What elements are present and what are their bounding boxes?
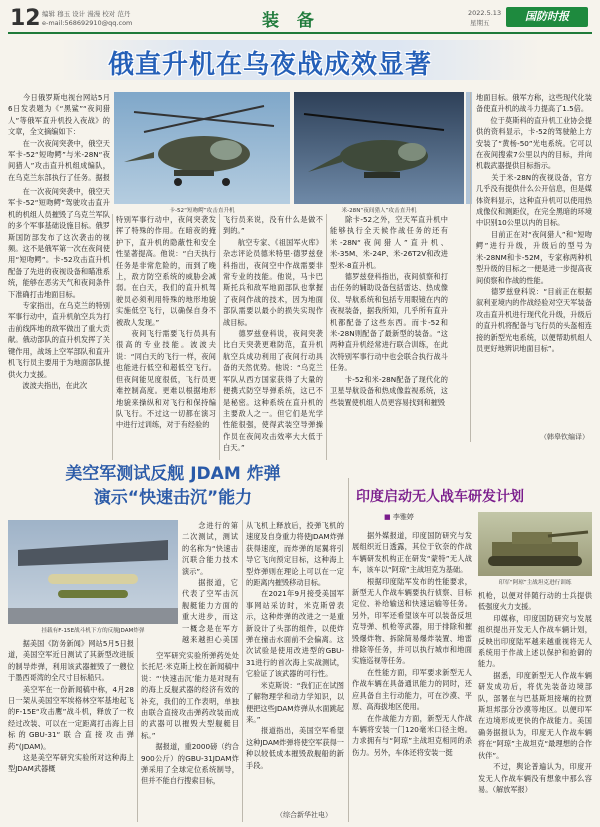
divider	[219, 214, 220, 460]
article3-byline	[384, 512, 414, 522]
ka52-photo	[114, 92, 290, 204]
page-number: 12	[10, 6, 41, 31]
divider	[242, 520, 243, 822]
issue-date: 2022.5.13	[468, 9, 502, 17]
jdam-photo	[8, 520, 178, 624]
editor-email: e-mail:568692910@qq.com	[42, 19, 133, 27]
paper-logo	[506, 7, 588, 27]
article2-col1: 据美国《防务新闻》网站5月5日报道，美国空军近日测试了其新型改进版的制导炸弹，利用该武器摧毁了一艘位于墨西哥湾的全尺寸目标船只。 美空军在一份新闻稿中称，4月28日一架从美国空军埃格林空军基地起飞的F-15E“攻击鹰”战斗机，释放了一枚经过改装、可以在一定距离打击海上目标的GBU-31“联合直接攻击弹药”(JDAM)。 这是美空军研究实验所对这种海上型JDAM武器概	[8, 639, 134, 774]
article2-title-line1: 美空军测试反舰 JDAM 炸弹	[65, 464, 281, 484]
article1-col5: 地面目标。俄军方称，这些现代化装备使直升机的战斗力提高了1.5倍。 位于莫斯科的直升机工业协会提供的资料显示，卡-52的驾驶舱上方安装了“黄杨-50”光电系统。它可以在夜间搜索7公里以内的目标，并向机载武器提供目标指示。 关于米-28N的夜视设备，官方几乎没有提供什么公开信息，但是媒体资料显示，这种直升机可以使用热成像仪和测距仪，在完全黑暗的环境中识别10公里以内的目标。 目前正在对“夜间猎人”和“短吻鳄”进行升级，升级后的型号为米-28NM和卡-52M，专家称两种机型升级的目标之一便是进一步提高夜间侦察和作战的性能。 德罗兹登科说：“目前正在根据叙利亚境内的作战经验对空天军装备攻击直升机进行现代化升级，升级后的直升机将配备与飞行员的头盔相连接的新型光电系统，以便帮助机组人员更好地辨识地面目标”。	[476, 93, 592, 353]
heli-photo-right	[466, 92, 472, 204]
divider	[470, 92, 471, 442]
article3-author: 李雅婷	[392, 513, 414, 521]
article2-col-top: 念进行的第二次测试，测试的名称为“快速击沉联合能力技术演示”。 据报道，它代表了空军击沉舰艇能力方面的重大进步，而这一概念是在军方越来越担心美国	[182, 521, 238, 645]
divider	[326, 214, 327, 460]
article1-credit: （韩皋钦编译）	[540, 433, 589, 441]
editor-line: 编辑 穆玉 设计 漫漫 校对 范丹	[42, 10, 131, 18]
byline-marker: ■	[384, 513, 391, 521]
article2-credit: （综合新华社电）	[276, 811, 332, 819]
helicopter-illustration-2	[294, 92, 464, 204]
header-rule	[8, 32, 592, 34]
article1-col3: 飞行员来说，没有什么是做不到的。” 航空专家、《祖国军火库》杂志评论员德米特里·德罗兹登科指出，夜间空中作战需要非常专业的技能。他说，马卡巴斯托兵和敌军地面部队也掌握了夜间作战的技术，因为地面部队需要以最小的损失实现作战目标。 德罗兹登科说，夜间突袭比白天突袭更难防范，直升机航空兵成功利用了夜间行动具备的天然优势。他说：“乌克兰军队从西方国家获得了大量的便携式防空导弹系统，这已不是秘密。这种系统在直升机的主要敌人之一。但它们是光学性能很强，使得武装空导弹操作员在夜间攻击效率大大低于白天。”	[223, 215, 323, 453]
article3-col2: 机枪，以便对伴随行动的士兵提供低强度火力支援。 印媒称，印度国防研究与发展组织提出开发无人作战车辆计划，反映出印度陆军越来越重视将无人系统用于作战上述以保护和抢御的能力。 据悉，印度新型无人作战车辆研发成功后，将优先装备边境部队，部署在与巴基斯坦接壤的拉贾斯坦邦部分沙漠等地区。以便印军在边境形成更快的作战能力。美国确务据报认为，印度无人作战车辆将在“阿琼”主战坦克“最理想的合作伙伴”。 不过，舆论普遍认为，印度开发无人作战车辆没有想象中那么容易。（解放军报）	[478, 591, 592, 794]
mi28-caption: 米-28N“夜间猎人”攻击直升机	[341, 208, 417, 214]
ka52-caption: 卡-52“短吻鳄”攻击直升机	[169, 208, 235, 214]
article1-col1-top: 今日俄罗斯电视台网站5月6日发表题为《“黑鲨”“夜间猎人”等俄军直升机投入夜战》的文章，全文摘编如下： 在一次夜间突袭中，俄空天军卡-52“短吻鳄”与米-28N“夜间猎人”攻击直升机组成编队，在乌克兰东部执行了任务。据报	[8, 93, 110, 182]
divider	[348, 478, 349, 822]
paper-logo-text: 国防时报	[525, 10, 569, 23]
tank-illustration	[478, 512, 592, 576]
article3-title: 印度启动无人战车研发计划	[356, 489, 524, 505]
mi28-photo	[294, 92, 464, 204]
tank-photo	[478, 512, 592, 576]
article1-col1: 在一次夜间突袭中，俄空天军卡-52“短吻鳄”驾驶攻击直升机的机组人员摧毁了乌克兰军队的多个军事基础设施目标。俄罗斯国防部发布了这次袭击的视频。这不是俄军第一次在夜间使用“短吻鳄”。卡-52攻击直升机配备了先进的夜视设备和瞄准系统，能够在恶劣天气和夜间条件下准确打击地面目标。 专家指出，在乌克兰的特别军事行动中，直升机航空兵为打击前线阵地的敌军做出了重大贡献。俄动部队的直升机发挥了关键作用，战场上空军部队和直升机飞行员主要用于为地面部队提供火力支援。 波波夫指出，在此次	[8, 187, 110, 390]
tank-caption: 印军“阿琼”主战坦克进行训练	[498, 580, 572, 586]
page-header	[0, 0, 600, 40]
article1-col2: 特别军事行动中，夜间突袭发挥了特殊的作用。在暗夜的掩护下，直升机的隐蔽性和安全性显著提高。他说：“白天执行任务是非常危险的，而到了晚上，敌方防空系统的威胁会减弱。在白天，我们的直升机驾驶员必须利用特殊的地形地貌实施低空飞行，以确保自身不被敌人发现。” 夜间飞行需要飞行员具有很高的专业技能。波波夫说：“同白天的飞行一样，夜间也能进行低空和超低空飞行。但夜间能见度很低，飞行员更难控制高度。更难以根据地形地貌来操纵和对飞行和保持编队飞行。不过这一切都在演习中进行过训练，对于有经验的	[116, 215, 216, 430]
divider	[137, 638, 138, 822]
jdam-caption: 挂载有F-15E战斗机下方的反舰JDAM炸弹	[41, 628, 145, 634]
jet-illustration	[8, 520, 178, 624]
divider	[112, 214, 113, 460]
article2-title-block	[8, 462, 338, 518]
article2-col2: 空军研究实验所弹药处处长托尼·米克斯上校在新闻稿中说：“‘快速击沉’能力是对现有的海上反舰武器的经济有效的补充，我们的工作表明，单独由联合直接攻击弹药改装而成的武器可以摧毁大型舰艇目标。” 据报道，重2000磅（约合900公斤）的GBU-31JDAM炸弹采用了全球定位系统制导，但并不能自行搜索目标，	[141, 651, 239, 786]
issue-weekday: 星期五	[470, 19, 490, 27]
article1-title-band	[60, 40, 540, 80]
article2-title-line2: 演示“快速击沉”能力	[93, 488, 253, 508]
section-title: 装 备	[262, 11, 320, 31]
article2-col3: 从飞机上释放后，投弹飞机的速度及自身重力将使JDAM炸弹获得速度，而炸弹的尾翼将引导它飞向预定目标，这种海上型炸弹则在理论上可以在一定的距离内摧毁移动目标。 在2021年9月接受美国军事网站采访时，米克斯曾表示，这种炸弹的改进之一是重新设计了头部的组件，以使炸弹在撞击水面前不会偏离。这次试验是使用改进型的GBU-31进行的首次海上实战测试，它验证了该武器的可行性。 米克斯说：“我们正在试图了解物理学和动力学知识，以便把这些JDAM炸弹从水面跳起来。” 报道指出，美国空军希望这种JDAM炸弹将使空军获得一种以较低成本摧毁敌舰船的新手段。	[246, 521, 344, 770]
article1-title: 俄直升机在乌夜战成效显著	[108, 50, 433, 80]
helicopter-illustration	[114, 92, 290, 204]
article3-col1: 据外媒报道，印度国防研究与发展组织近日透露，其位于钦奈的作战车辆研发机构正在研发“蒙特”无人战车，该车以“阿琼”主战坦克为基础。 根据印度陆军发布的性能要求，新型无人作战车辆要执行侦察、目标定位、补给输送和快速运输等任务。另外，印军还希望该车可以装备反坦克导弹、机枪等武器，用于排除和摧毁爆炸物、拆除简易爆炸装置、地雷排除等任务，并可以执行城市和地面实施巡视等任务。 在性能方面，印军要求新型无人作战车辆在具备通讯能力的同时，还应具备自主行动能力，可在沙漠、平原、高海拔地区使用。 在作战能力方面，新型无人作战车辆将安装一门120毫米口径主炮。力求拥有与“阿琼”主战坦克相同的杀伤力。另外，车体还将安装一挺	[352, 531, 472, 757]
article1-col4: 除卡-52之外，空天军直升机中能够执行全天候作战任务的还有米-28N“夜间猎人”直升机、米-35M、米-24P、米-26T2V和改进型米-8直升机。 德罗兹登科指出，夜间侦察和打击任务的辅助设备包括雷达、热成像仪、导航系统和包括专用眼镜在内的夜视装备，据我所知，几乎所有直升机都配备了这些东西。而卡-52和米-28N则配备了最新型的装备。“这两种直升机经常进行联合训练，在此次特别军事行动中也会联合执行战斗任务。 卡-52和米-28N配备了现代化的卫星导航设备和热成像监视系统，这些装置使机组人员更容易找到和摧毁	[330, 215, 448, 407]
